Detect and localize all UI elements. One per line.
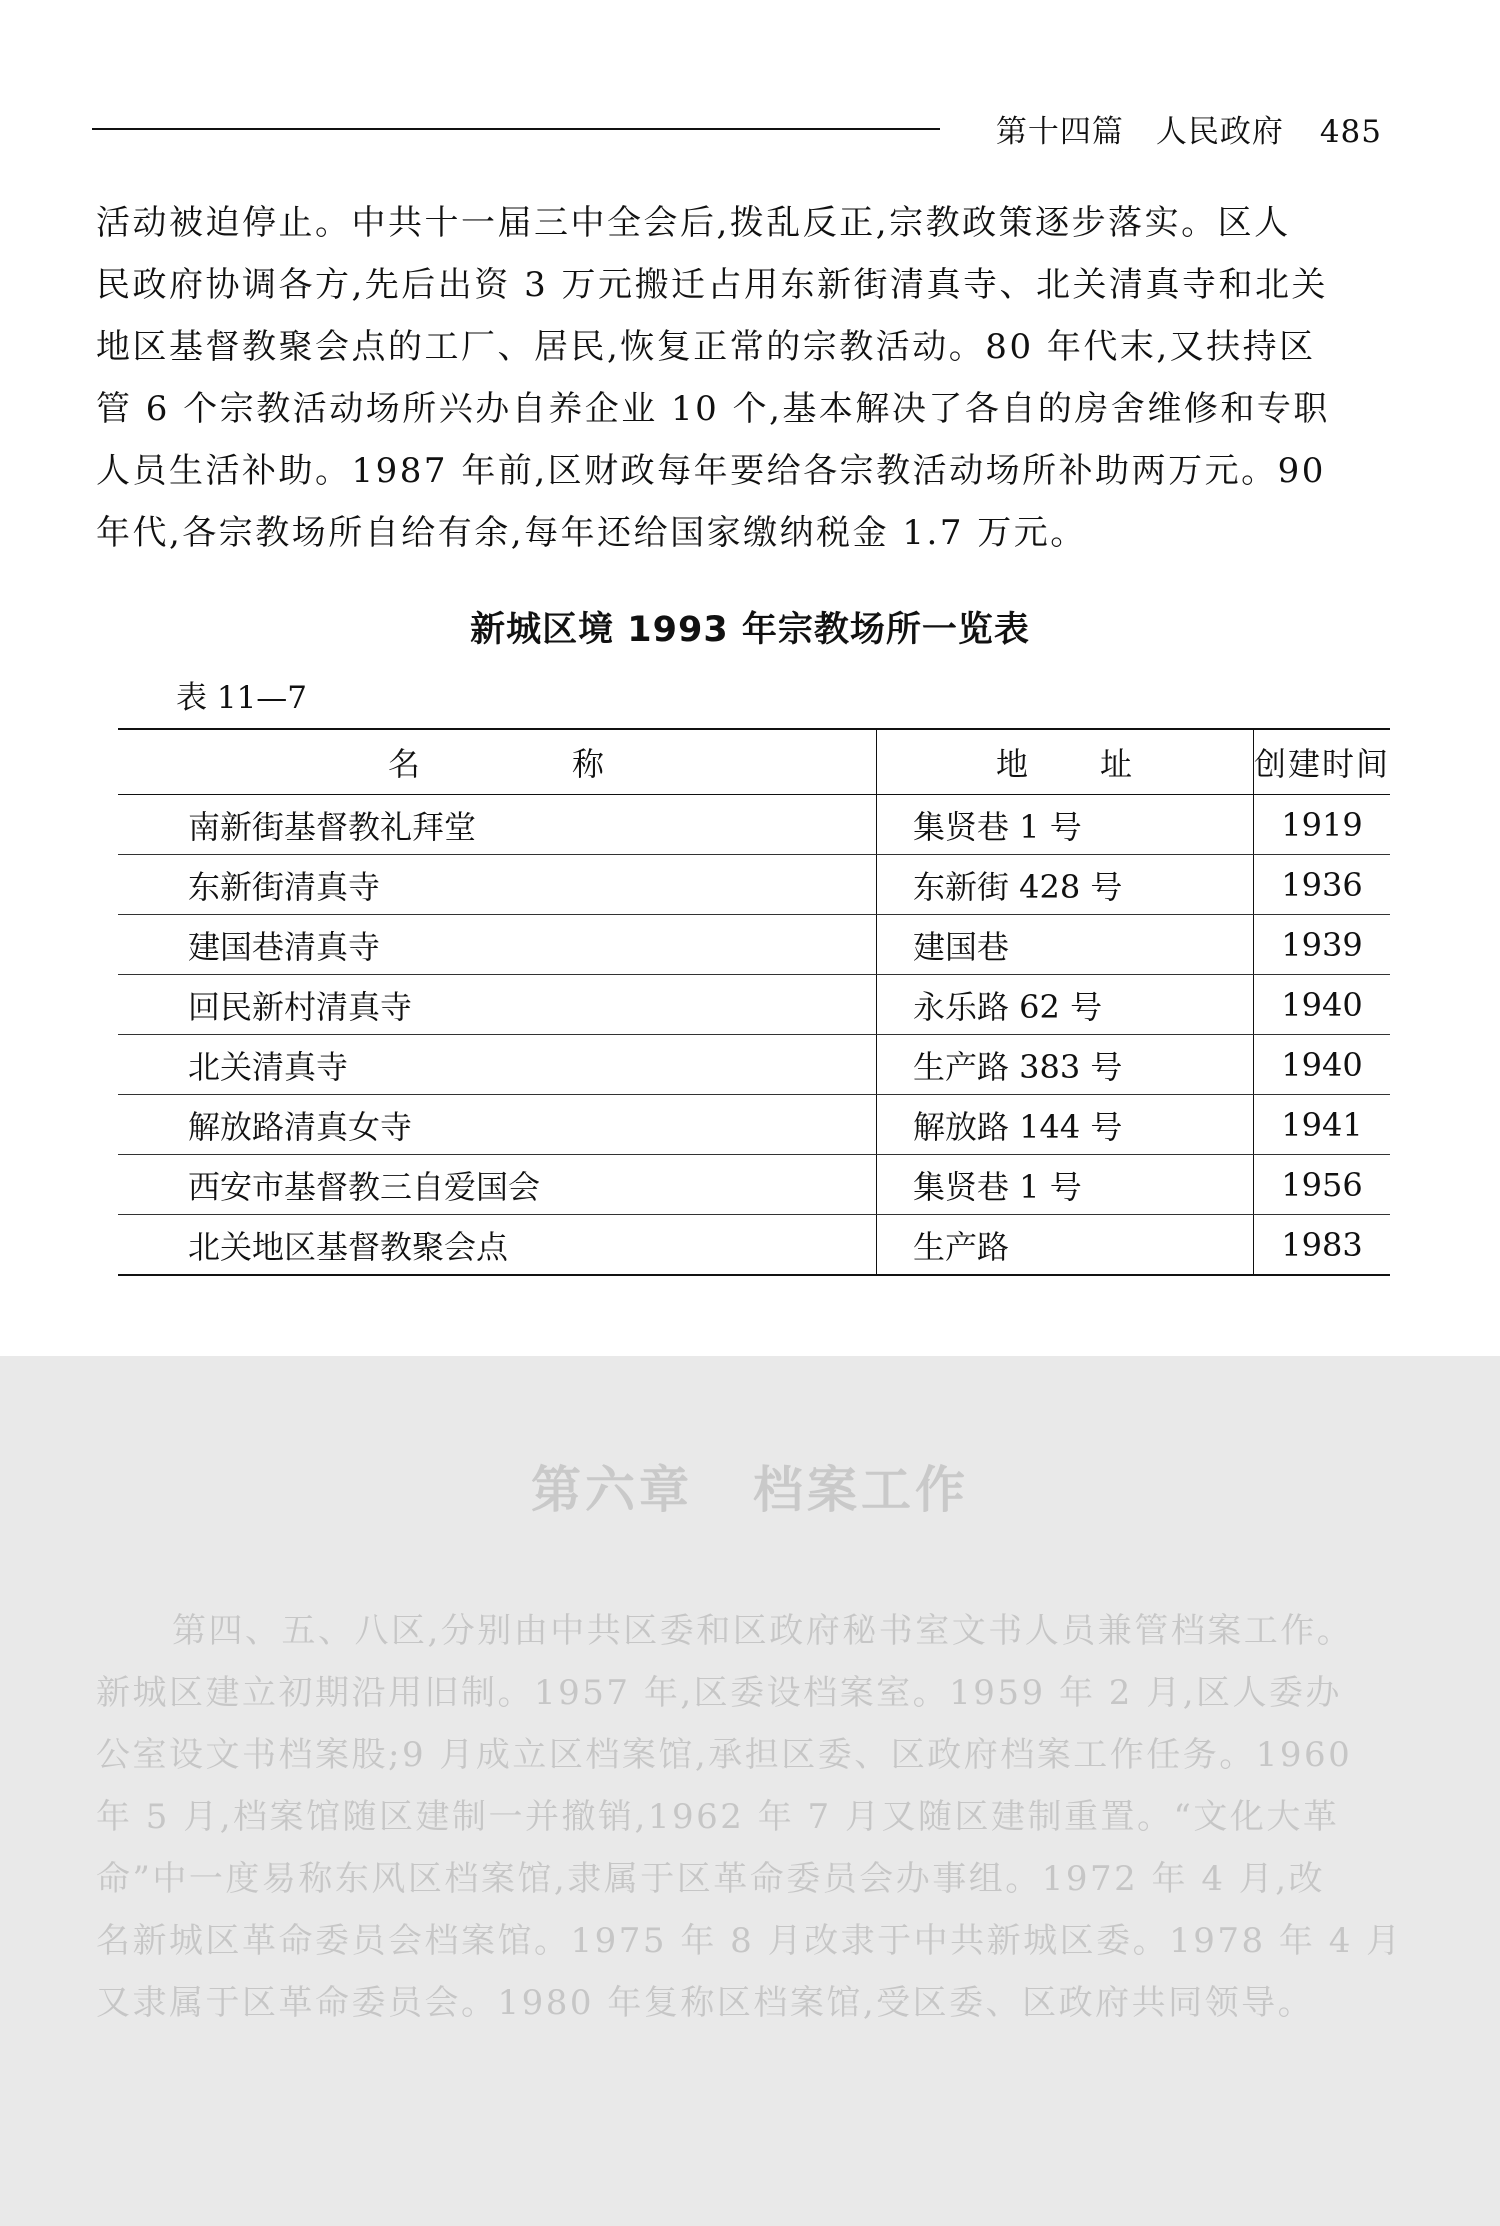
cell-founded: 1956 bbox=[1254, 1155, 1391, 1215]
table-title: 新城区境 1993 年宗教场所一览表 bbox=[470, 610, 1030, 650]
cell-name: 东新街清真寺 bbox=[118, 855, 877, 915]
cell-name: 南新街基督教礼拜堂 bbox=[118, 795, 877, 855]
paragraph-line: 地区基督教聚会点的工厂、居民,恢复正常的宗教活动。80 年代末,又扶持区 bbox=[96, 327, 1316, 367]
table-row bbox=[118, 1155, 1390, 1215]
paragraph-line: 名新城区革命委员会档案馆。1975 年 8 月改隶于中共新城区委。1978 年 4 月 bbox=[96, 1921, 1403, 1961]
cell-address: 建国巷 bbox=[877, 915, 1254, 975]
cell-founded: 1919 bbox=[1254, 795, 1391, 855]
paragraph-line: 又隶属于区革命委员会。1980 年复称区档案馆,受区委、区政府共同领导。 bbox=[96, 1983, 1315, 2023]
cell-founded: 1939 bbox=[1254, 915, 1391, 975]
table-label: 表 11—7 bbox=[176, 680, 308, 716]
cell-address: 生产路 383 号 bbox=[877, 1035, 1254, 1095]
paragraph-line: 新城区建立初期沿用旧制。1957 年,区委设档案室。1959 年 2 月,区人委办 bbox=[96, 1673, 1343, 1713]
paragraph-line: 年代,各宗教场所自给有余,每年还给国家缴纳税金 1.7 万元。 bbox=[96, 513, 1087, 553]
chapter-title: 档案工作 bbox=[753, 1461, 969, 1519]
cell-address: 东新街 428 号 bbox=[877, 855, 1254, 915]
cell-name: 北关清真寺 bbox=[118, 1035, 877, 1095]
paragraph-line: 命”中一度易称东风区档案馆,隶属于区革命委员会办事组。1972 年 4 月,改 bbox=[96, 1859, 1326, 1899]
chapter-heading bbox=[0, 1450, 1500, 1522]
table-row bbox=[118, 1035, 1390, 1095]
table-row bbox=[118, 975, 1390, 1035]
page-number: 485 bbox=[1319, 114, 1382, 150]
paragraph-line: 年 5 月,档案馆随区建制一并撤销,1962 年 7 月又随区建制重置。“文化大革 bbox=[96, 1797, 1340, 1837]
header-text bbox=[996, 106, 1382, 151]
paragraph-line: 民政府协调各方,先后出资 3 万元搬迁占用东新街清真寺、北关清真寺和北关 bbox=[96, 265, 1329, 305]
column-header-address: 地 址 bbox=[877, 729, 1254, 795]
table-row bbox=[118, 1215, 1390, 1276]
paragraph-archives bbox=[96, 1600, 1416, 2034]
cell-address: 集贤巷 1 号 bbox=[877, 795, 1254, 855]
table-row bbox=[118, 1095, 1390, 1155]
paragraph-line: 公室设文书档案股;9 月成立区档案馆,承担区委、区政府档案工作任务。1960 bbox=[96, 1735, 1353, 1775]
table-row bbox=[118, 855, 1390, 915]
header-rule bbox=[92, 128, 940, 130]
cell-founded: 1940 bbox=[1254, 975, 1391, 1035]
cell-founded: 1936 bbox=[1254, 855, 1391, 915]
paragraph-religion bbox=[96, 192, 1416, 564]
table-row bbox=[118, 915, 1390, 975]
cell-address: 生产路 bbox=[877, 1215, 1254, 1276]
cell-name: 北关地区基督教聚会点 bbox=[118, 1215, 877, 1276]
paragraph-line: 人员生活补助。1987 年前,区财政每年要给各宗教活动场所补助两万元。90 bbox=[96, 451, 1326, 491]
cell-address: 永乐路 62 号 bbox=[877, 975, 1254, 1035]
cell-founded: 1941 bbox=[1254, 1095, 1391, 1155]
cell-name: 西安市基督教三自爱国会 bbox=[118, 1155, 877, 1215]
table-row bbox=[118, 795, 1390, 855]
cell-address: 集贤巷 1 号 bbox=[877, 1155, 1254, 1215]
cell-name: 解放路清真女寺 bbox=[118, 1095, 877, 1155]
table-header-row bbox=[118, 729, 1390, 795]
religious-sites-table bbox=[118, 728, 1390, 1276]
cell-founded: 1983 bbox=[1281, 1225, 1363, 1264]
column-header-founded: 创建时间 bbox=[1254, 729, 1391, 795]
chapter-number: 第六章 bbox=[531, 1461, 693, 1519]
column-header-name: 名 称 bbox=[118, 729, 877, 795]
header-section: 第十四篇 人民政府 bbox=[995, 114, 1284, 150]
paragraph-line: 第四、五、八区,分别由中共区委和区政府秘书室文书人员兼管档案工作。 bbox=[172, 1611, 1354, 1651]
cell-name: 回民新村清真寺 bbox=[118, 975, 877, 1035]
cell-address: 解放路 144 号 bbox=[877, 1095, 1254, 1155]
cell-founded: 1940 bbox=[1254, 1035, 1391, 1095]
paragraph-line: 管 6 个宗教活动场所兴办自养企业 10 个,基本解决了各自的房舍维修和专职 bbox=[96, 389, 1330, 429]
cell-name: 建国巷清真寺 bbox=[118, 915, 877, 975]
running-header bbox=[92, 106, 1382, 150]
paragraph-line: 活动被迫停止。中共十一届三中全会后,拨乱反正,宗教政策逐步落实。区人 bbox=[96, 203, 1291, 243]
